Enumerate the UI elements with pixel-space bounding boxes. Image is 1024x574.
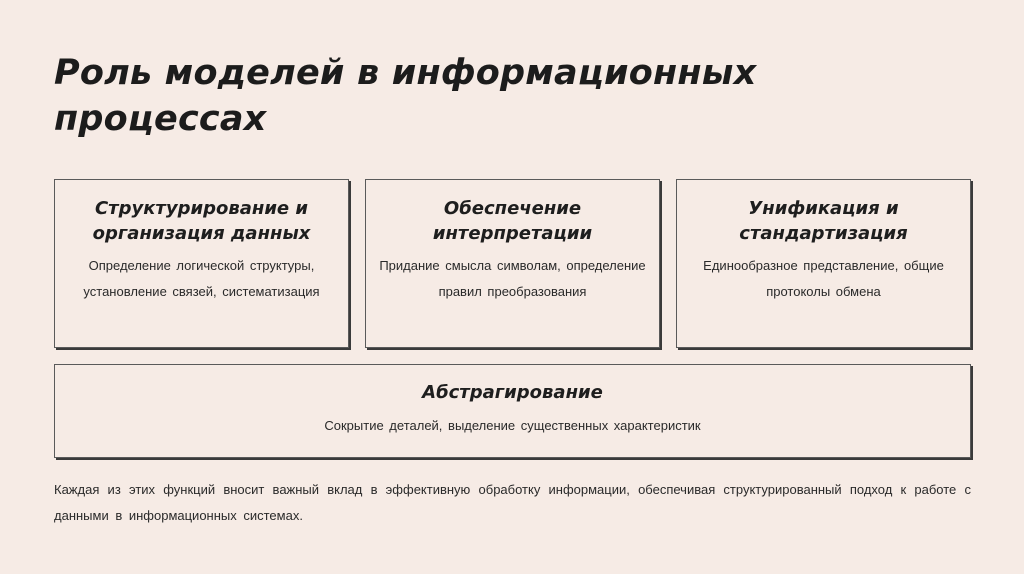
- card-heading: Обеспечение интерпретации: [432, 198, 593, 244]
- card-unification: [676, 179, 971, 348]
- card-heading: Унификация и стандартизация: [739, 198, 908, 244]
- card-text: Единообразное представление, общие протоколы обмена: [703, 258, 944, 299]
- card-interpretation: [365, 179, 660, 348]
- card-text: Сокрытие деталей, выделение существенных характеристик: [324, 418, 701, 433]
- card-text: Придание смысла символам, определение правил преобразования: [379, 258, 646, 299]
- card-heading: Абстрагирование: [422, 382, 603, 403]
- summary-text: Каждая из этих функций вносит важный вклад в эффективную обработку информации, обеспечивая структурированный подход к работе с данными в информационных системах.: [54, 482, 971, 523]
- slide-title: Роль моделей в информационных процессах: [54, 53, 757, 139]
- card-text: Определение логической структуры, установление связей, систематизация: [83, 258, 320, 299]
- card-abstraction: [54, 364, 971, 458]
- card-structuring: [54, 179, 349, 348]
- card-heading: Структурирование и организация данных: [92, 198, 311, 244]
